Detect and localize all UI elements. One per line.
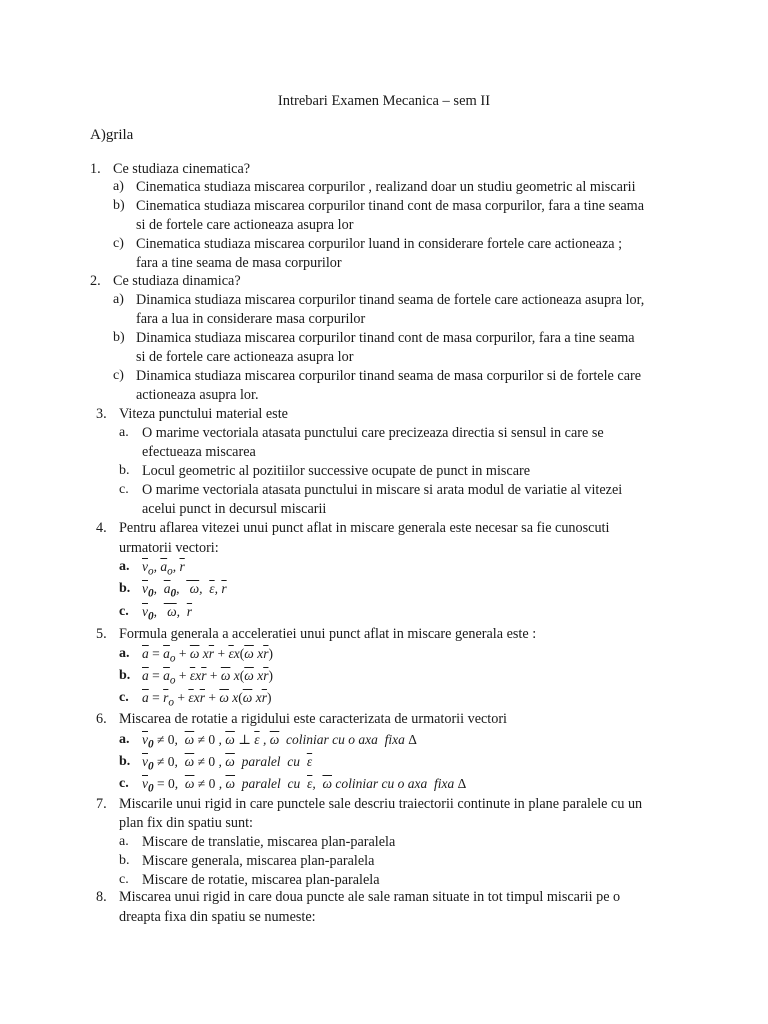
formula: $\overline{v}_o$, $\overline{a}_o$, $\overline{r}$ bbox=[142, 559, 185, 578]
option-text: Locul geometric al pozitiilor successive ocupate de punct in miscare bbox=[142, 463, 531, 479]
question-number: 2. bbox=[90, 273, 101, 289]
option-label: c) bbox=[113, 368, 124, 383]
option-label: c) bbox=[113, 236, 124, 251]
option-label: a) bbox=[113, 179, 124, 194]
option-text: fara a tine seama de masa corpurilor bbox=[136, 255, 342, 271]
question-number: 8. bbox=[96, 889, 107, 905]
formula: $\overline{a} = \overline{r}_o + \overline{\varepsilon}x\overline{r} + \overline{\omega}$ $x(\overline{\omega}$ $x\overline{r}$) bbox=[142, 690, 272, 709]
question-text: Formula generala a acceleratiei unui punct aflat in miscare generala este : bbox=[119, 626, 537, 642]
option-label: c. bbox=[119, 604, 129, 619]
question-text: Miscarea de rotatie a rigidului este caracterizata de urmatorii vectori bbox=[119, 711, 507, 727]
option-label: c. bbox=[119, 690, 129, 705]
option-text: Miscare generala, miscarea plan-paralela bbox=[142, 853, 375, 869]
option-label: c. bbox=[119, 872, 129, 887]
option-label: b) bbox=[113, 330, 125, 345]
option-label: b. bbox=[119, 463, 130, 478]
formula: $\overline{v}_0$, ω, $\overline{r}$ bbox=[142, 604, 193, 623]
question-text: Ce studiaza dinamica? bbox=[113, 273, 241, 289]
question-text: Ce studiaza cinematica? bbox=[113, 161, 251, 177]
question-text: dreapta fixa din spatiu se numeste: bbox=[119, 909, 316, 925]
option-text: Miscare de translatie, miscarea plan-paralela bbox=[142, 834, 396, 850]
page-title: Intrebari Examen Mecanica – sem II bbox=[277, 93, 491, 109]
option-text: Dinamica studiaza miscarea corpurilor tinand seama de masa corpurilor si de fortele care bbox=[136, 368, 642, 384]
option-label: b. bbox=[119, 754, 131, 769]
question-number: 4. bbox=[96, 520, 107, 536]
formula: $\overline{a} = \overline{a}_o + \overline{\varepsilon}x\overline{r} + \overline{\omega}$ $x(\overline{\omega}$ $x\overline{r}$) bbox=[142, 668, 273, 687]
question-text: urmatorii vectori: bbox=[119, 540, 219, 556]
option-text: Cinematica studiaza miscarea corpurilor , realizand doar un studiu geometric al miscarii bbox=[136, 179, 636, 195]
option-text: Dinamica studiaza miscarea corpurilor tinand cont de masa corpurilor, fara a tine seama bbox=[136, 330, 635, 346]
option-label: a. bbox=[119, 425, 129, 440]
option-text: O marime vectoriala atasata punctului care precizeaza directia si sensul in care se bbox=[142, 425, 604, 441]
option-label: a. bbox=[119, 834, 129, 849]
question-number: 5. bbox=[96, 626, 107, 642]
option-label: b. bbox=[119, 668, 131, 683]
option-label: c. bbox=[119, 776, 129, 791]
question-number: 3. bbox=[96, 406, 107, 422]
option-text: Cinematica studiaza miscarea corpurilor tinand cont de masa corpurilor, fara a tine seama bbox=[136, 198, 644, 214]
option-text: efectueaza miscarea bbox=[142, 444, 256, 460]
option-text: Cinematica studiaza miscarea corpurilor luand in considerare fortele care actioneaza ; bbox=[136, 236, 623, 252]
formula: $\overline{v}_0 \ne 0$, $\overline{\omega} \ne 0$ , $\overline{\omega}$ paralel cu $\overline{\varepsilon}$ bbox=[142, 754, 313, 773]
option-text: O marime vectoriala atasata punctului in miscare si arata modul de variatie al vitezei bbox=[142, 482, 623, 498]
option-text: actioneaza asupra lor. bbox=[136, 387, 259, 403]
question-number: 6. bbox=[96, 711, 107, 727]
option-label: a. bbox=[119, 646, 130, 661]
section-heading: A)grila bbox=[90, 127, 134, 143]
question-number: 7. bbox=[96, 796, 107, 812]
question-text: Viteza punctului material este bbox=[119, 406, 288, 422]
formula: $\overline{v}_0 \ne 0$, $\overline{\omega} \ne 0$ , $\overline{\omega}$ ⊥ $\overline{\varepsilon}$ , $\overline{\omega}$ coliniar cu o axa fixa Δ bbox=[142, 732, 417, 751]
option-label: c. bbox=[119, 482, 129, 497]
option-label: a. bbox=[119, 732, 130, 747]
formula: $\overline{v}_0$, $\overline{a}_0$, ω, $\overline{\varepsilon}$, $\overline{r}$ bbox=[142, 581, 227, 600]
option-label: b. bbox=[119, 581, 131, 596]
option-text: si de fortele care actioneaza asupra lor bbox=[136, 217, 354, 233]
option-text: Miscare de rotatie, miscarea plan-paralela bbox=[142, 872, 380, 888]
question-text: Pentru aflarea vitezei unui punct aflat in miscare generala este necesar sa fie cunoscuti bbox=[119, 520, 610, 536]
option-label: b) bbox=[113, 198, 125, 213]
option-label: a) bbox=[113, 292, 124, 307]
question-text: Miscarea unui rigid in care doua puncte ale sale raman situate in tot timpul miscarii pe o bbox=[119, 889, 621, 905]
formula: $\overline{a} = \overline{a}_o + \overline{\omega}$ $x\overline{r} + \overline{\varepsilon}x(\overline{\omega}$ $x\overline{r}$) bbox=[142, 646, 273, 665]
option-text: fara a lua in considerare masa corpurilor bbox=[136, 311, 366, 327]
question-text: plan fix din spatiu sunt: bbox=[119, 815, 253, 831]
option-text: Dinamica studiaza miscarea corpurilor tinand seama de fortele care actioneaza asupra lor, bbox=[136, 292, 645, 308]
option-label: a. bbox=[119, 559, 130, 574]
option-label: b. bbox=[119, 853, 130, 868]
question-text: Miscarile unui rigid in care punctele sale descriu traiectorii continute in plane paralele cu un bbox=[119, 796, 643, 812]
option-text: acelui punct in decursul miscarii bbox=[142, 501, 327, 517]
option-text: si de fortele care actioneaza asupra lor bbox=[136, 349, 354, 365]
formula: $\overline{v}_0 = 0$, $\overline{\omega} \ne 0$ , $\overline{\omega}$ paralel cu $\overline{\varepsilon}$, $\overline{\omega}$ coliniar cu o axa fixa Δ bbox=[142, 776, 467, 795]
question-number: 1. bbox=[90, 161, 101, 177]
